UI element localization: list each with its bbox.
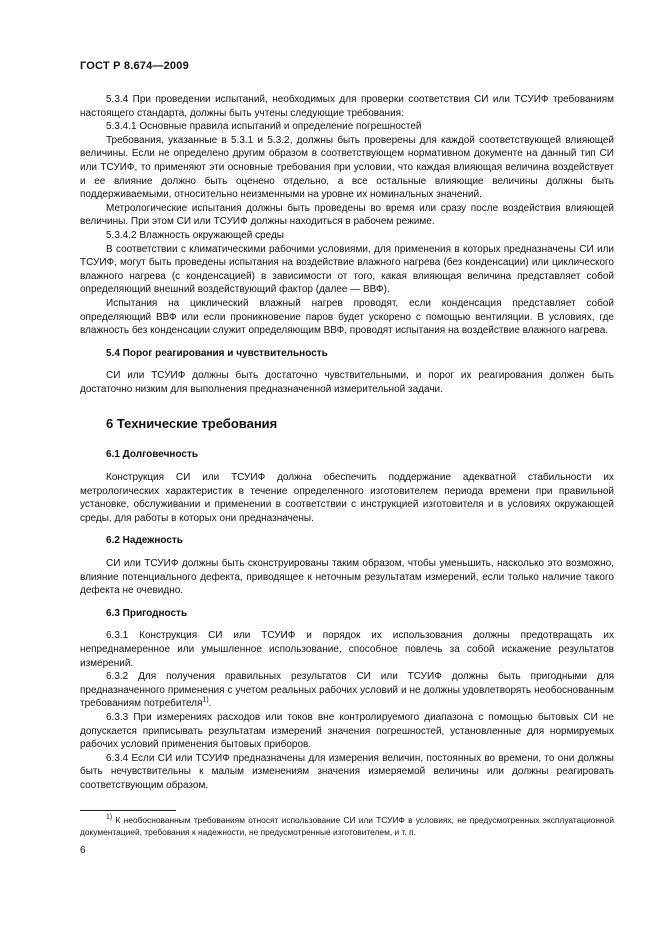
section-6-title: 6 Технические требования: [106, 416, 278, 432]
paragraph-6-3-3: 6.3.3 При измерениях расходов или токов вне контролируемого диапазона с помощью бытовых СИ не допускается приписывать результатам измерений значения погрешностей, установленные для нормируемых рабочих условий применения бытовых приборов.: [80, 711, 614, 751]
footnote-text: К необоснованным требованиям относят использование СИ или ТСУИФ в условиях, не предусмотренных эксплуатационной документацией, требования к надежности, не предусмотренные изготовителем, и т. п.: [80, 815, 615, 837]
footnote-body: [80, 815, 614, 838]
section-5-4-title: 5.4 Порог реагирования и чувствительность: [106, 347, 328, 359]
section-6-3-title: 6.3 Пригодность: [106, 607, 188, 619]
section-6-2-title: 6.2 Надежность: [106, 535, 183, 547]
paragraph-5-3-4-2-a: В соответствии с климатическими рабочими условиями, для применения в которых предназначены СИ или ТСУИФ, могут быть проведены испытания на воздействие влажного нагрева (без конденсации) или циклического влажного нагрева (с конденсацией) в зависимости от того, какая влияющая величина представляет собой определяющий внешний воздействующий фактор (далее — ВВФ).: [80, 243, 614, 296]
paragraph-6-3-4: 6.3.4 Если СИ или ТСУИФ предназначены для измерения величин, постоянных во времени, то они должны быть нечувствительны к малым изменениям значения измеряемой величины или должны реагировать соответствующим образом.: [80, 752, 614, 791]
paragraph-6-1: Конструкция СИ или ТСУИФ должна обеспечить поддержание адекватной стабильности их метрологических характеристик в течение определенного изготовителем периода времени при правильной установке, обслуживании и применении в соответствии с инструкцией изготовителя и в условиях окружающей среды, для работы в которых они предназначены.: [80, 472, 614, 524]
section-6-1-title: 6.1 Долговечность: [106, 449, 199, 461]
paragraph-5-4: СИ или ТСУИФ должны быть достаточно чувствительными, и порог их реагирования должен быть достаточно низким для выполнения предназначенной измерительной задачи.: [80, 370, 614, 395]
document-header: ГОСТ Р 8.674—2009: [80, 60, 189, 72]
paragraph-5-3-4-1-a: Требования, указанные в 5.3.1 и 5.3.2, должны быть проверены для каждой соответствующей влияющей величины. Если не определено другим образом в соответствующем нормативном документе на данный тип СИ или ТСУИФ, то применяют эти основные требования при условии, что каждая влияющая величина воздействует и ее влияние должно быть оценено отдельно, а все остальные влияющие величины должны быть поддерживаемыми, относительно неизменными на уровне их номинальных значений.: [80, 134, 614, 201]
paragraph-5-3-4-1-b: Метрологические испытания должны быть проведены во время или сразу после воздействия влияющей величины. При этом СИ или ТСУИФ должны находиться в рабочем режиме.: [80, 202, 614, 228]
heading-5-3-4-1: 5.3.4.1 Основные правила испытаний и определение погрешностей: [106, 121, 422, 133]
heading-5-3-4-2: 5.3.4.2 Влажность окружающей среды: [106, 229, 284, 241]
footnote-ref: 1): [202, 697, 209, 705]
paragraph-6-3-1: 6.3.1 Конструкция СИ или ТСУИФ и порядок их использования должны предотвращать их непреднамеренное или умышленное использование, способное повлечь за собой искажение результатов измерений.: [80, 630, 614, 669]
paragraph-6-3-2-text: 6.3.2 Для получения правильных результатов СИ или ТСУИФ должны быть пригодными для предназначенного применения с учетом реальных рабочих условий и не должны удовлетворять необоснованным требованиям потребителя: [80, 671, 614, 710]
paragraph-5-3-4-2-b: Испытания на циклический влажный нагрев проводят, если конденсация представляет собой определяющий ВВФ или если проникновение паров будет ускорено с помощью вентиляции. В условиях, где влажность без конденсации служит определяющим ВВФ, проводят испытания на воздействие влажного нагрева.: [80, 297, 614, 337]
page-body: [80, 93, 614, 793]
paragraph-5-3-4: 5.3.4 При проведении испытаний, необходимых для проверки соответствия СИ или ТСУИФ требованиям настоящего стандарта, должны быть учтены следующие требования:: [80, 94, 614, 119]
footnote-mark: 1): [106, 814, 113, 822]
footnote-separator: [80, 810, 176, 811]
footnote: [80, 815, 614, 838]
paragraph-6-2: СИ или ТСУИФ должны быть сконструированы таким образом, чтобы уменьшить, насколько это возможно, влияние потенциального дефекта, приводящее к неточным результатам измерений, если только наличие такого дефекта не очевидно.: [80, 558, 614, 597]
page-number: 6: [80, 845, 86, 856]
paragraph-6-3-2-end: .: [208, 698, 212, 710]
paragraph-6-3-2: [80, 670, 614, 711]
